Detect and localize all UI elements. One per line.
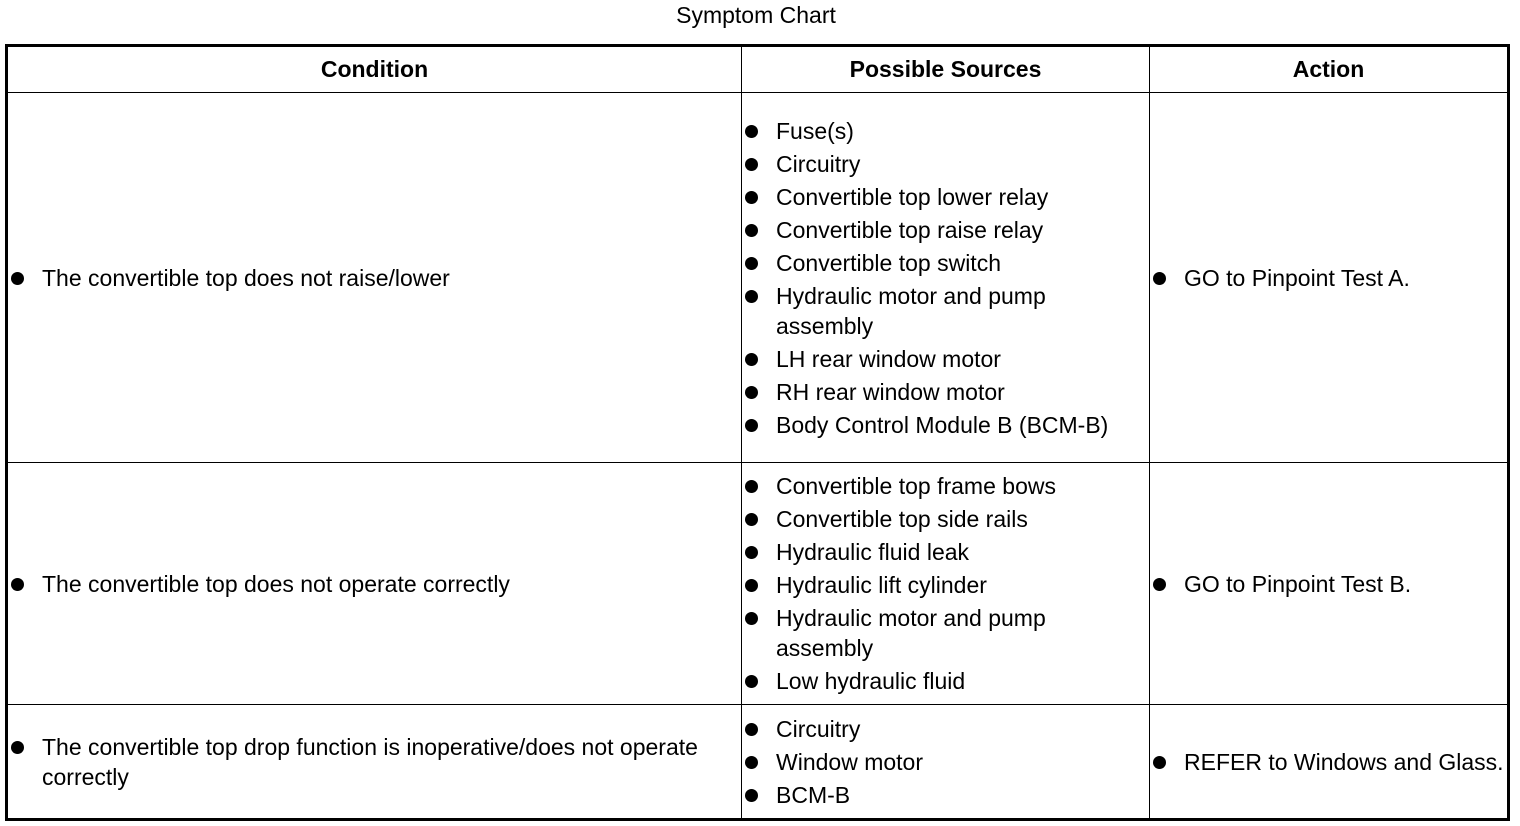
source-item (742, 116, 1149, 146)
source-text: BCM-B (776, 781, 851, 808)
bullet-icon (745, 419, 758, 432)
source-item (742, 603, 1149, 663)
bullet-icon (11, 272, 24, 285)
source-text: Convertible top switch (776, 249, 1001, 276)
table-row (7, 93, 1509, 463)
condition-cell (7, 463, 742, 705)
source-item (742, 714, 1149, 744)
condition-text: The convertible top drop function is inoperative/does not operate correctly (42, 733, 698, 790)
condition-item (8, 569, 741, 599)
action-item (1150, 747, 1507, 777)
bullet-icon (745, 386, 758, 399)
source-item (742, 410, 1149, 440)
source-text: Hydraulic fluid leak (776, 539, 970, 565)
possible-sources-cell (742, 463, 1150, 705)
source-item (742, 747, 1149, 777)
bullet-icon (745, 513, 758, 526)
source-text: Hydraulic lift cylinder (776, 572, 987, 598)
page-title: Symptom Chart (676, 2, 836, 28)
action-cell (1150, 705, 1509, 820)
source-item (742, 537, 1149, 567)
bullet-icon (1153, 578, 1166, 591)
source-text: Window motor (776, 748, 923, 775)
column-header-possible-sources: Possible Sources (742, 46, 1150, 93)
bullet-icon (745, 480, 758, 493)
table-header-row (7, 46, 1509, 93)
source-item (742, 666, 1149, 696)
bullet-icon (745, 257, 758, 270)
action-text: GO to Pinpoint Test B. (1184, 570, 1412, 597)
possible-sources-cell (742, 93, 1150, 463)
action-cell (1150, 93, 1509, 463)
source-item (742, 570, 1149, 600)
bullet-icon (1153, 272, 1166, 285)
source-text: Body Control Module B (BCM-B) (776, 411, 1109, 438)
bullet-icon (745, 191, 758, 204)
bullet-icon (1153, 756, 1166, 769)
action-text: REFER to Windows and Glass. (1184, 748, 1504, 775)
table-row (7, 705, 1509, 820)
source-item (742, 149, 1149, 179)
bullet-icon (745, 290, 758, 303)
bullet-icon (745, 546, 758, 559)
bullet-icon (745, 353, 758, 366)
bullet-icon (745, 224, 758, 237)
source-text: Convertible top frame bows (776, 473, 1056, 499)
source-text: LH rear window motor (776, 345, 1001, 372)
source-item (742, 471, 1149, 501)
column-header-condition: Condition (7, 46, 742, 93)
source-text: Fuse(s) (776, 117, 854, 144)
source-item (742, 182, 1149, 212)
source-item (742, 504, 1149, 534)
source-text: Convertible top raise relay (776, 216, 1044, 243)
bullet-icon (745, 723, 758, 736)
source-text: Hydraulic motor and pump assembly (776, 282, 1046, 339)
source-item (742, 344, 1149, 374)
condition-text: The convertible top does not raise/lower (42, 264, 450, 291)
bullet-icon (745, 789, 758, 802)
bullet-icon (745, 125, 758, 138)
source-text: Convertible top lower relay (776, 183, 1049, 210)
action-cell (1150, 463, 1509, 705)
bullet-icon (11, 578, 24, 591)
table-row (7, 463, 1509, 705)
possible-sources-cell (742, 705, 1150, 820)
condition-item (8, 263, 741, 293)
source-item (742, 248, 1149, 278)
source-item (742, 780, 1149, 810)
bullet-icon (745, 675, 758, 688)
source-text: RH rear window motor (776, 378, 1005, 405)
bullet-icon (745, 579, 758, 592)
condition-text: The convertible top does not operate correctly (42, 570, 510, 597)
bullet-icon (745, 756, 758, 769)
source-item (742, 377, 1149, 407)
source-text: Circuitry (776, 150, 861, 177)
source-text: Hydraulic motor and pump assembly (776, 605, 1046, 661)
condition-item (8, 732, 741, 792)
source-item (742, 215, 1149, 245)
source-text: Convertible top side rails (776, 506, 1028, 532)
condition-cell (7, 93, 742, 463)
action-item (1150, 263, 1507, 293)
symptom-chart-table (5, 44, 1510, 821)
bullet-icon (11, 741, 24, 754)
source-text: Low hydraulic fluid (776, 668, 966, 694)
source-text: Circuitry (776, 715, 861, 742)
bullet-icon (745, 158, 758, 171)
condition-cell (7, 705, 742, 820)
action-item (1150, 569, 1507, 599)
column-header-action: Action (1150, 46, 1509, 93)
action-text: GO to Pinpoint Test A. (1184, 264, 1410, 291)
bullet-icon (745, 612, 758, 625)
source-item (742, 281, 1149, 341)
